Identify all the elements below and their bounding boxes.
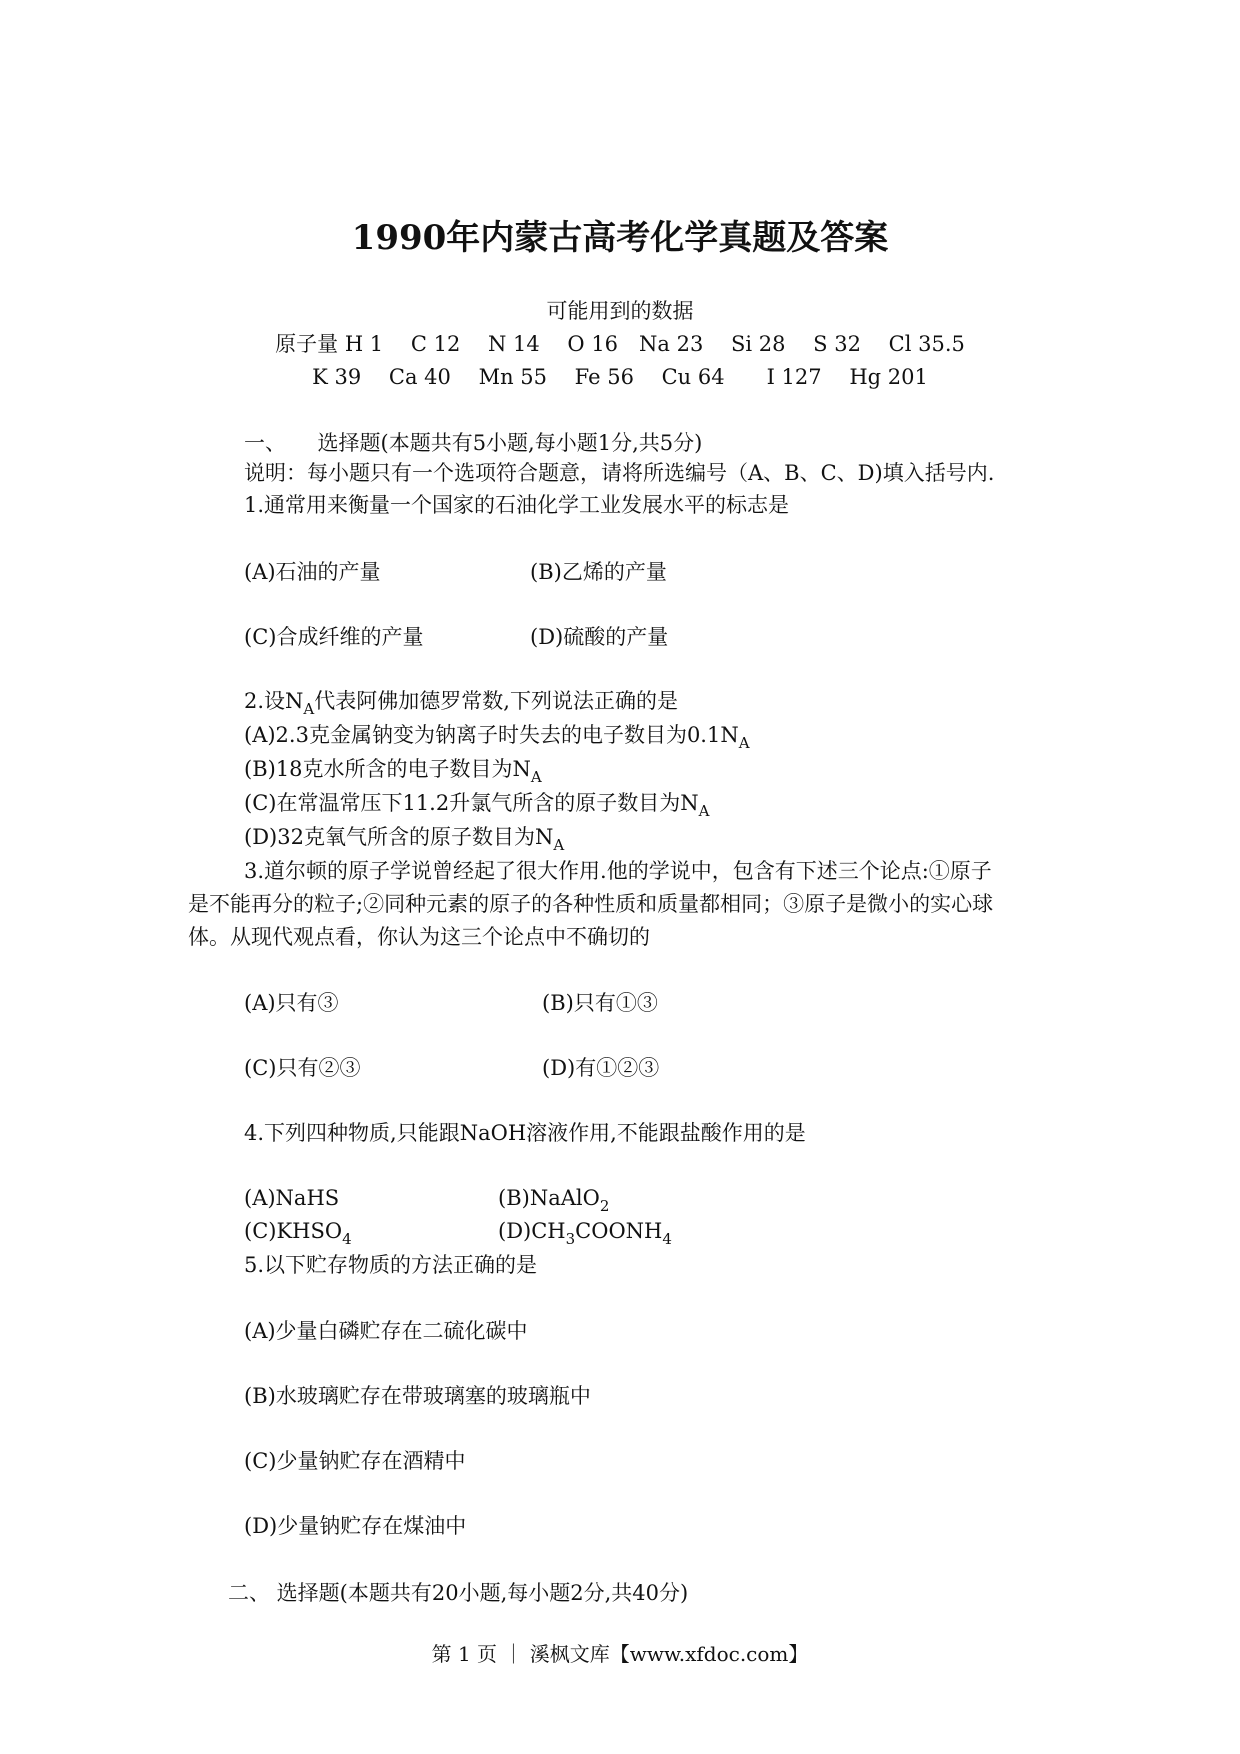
data-header: 可能用到的数据 bbox=[546, 299, 694, 323]
q5-option-d: (D)少量钠贮存在煤油中 bbox=[244, 1514, 467, 1538]
q4-option-d: $(D)CH_3COONH_4$ bbox=[498, 1219, 672, 1248]
q1-stem: 1.通常用来衡量一个国家的石油化学工业发展水平的标志是 bbox=[244, 493, 790, 517]
q3-option-a: (A)只有③ bbox=[244, 991, 339, 1015]
q2-option-c: (C)在常温常压下11.2升氯气所含的原子数目为$N_A$ bbox=[244, 791, 710, 820]
q1-option-a: (A)石油的产量 bbox=[244, 560, 381, 584]
q3-option-c: (C)只有②③ bbox=[244, 1056, 361, 1080]
q5-option-c: (C)少量钠贮存在酒精中 bbox=[244, 1449, 466, 1473]
q2-option-d: (D)32克氧气所含的原子数目为$N_A$ bbox=[244, 825, 565, 854]
q3-option-d: (D)有①②③ bbox=[542, 1056, 660, 1080]
q5-stem: 5.以下贮存物质的方法正确的是 bbox=[244, 1253, 538, 1277]
q5-option-b: (B)水玻璃贮存在带玻璃塞的玻璃瓶中 bbox=[244, 1384, 591, 1408]
section-1-note: 说明：每小题只有一个选项符合题意，请将所选编号（A、B、C、D)填入括号内. bbox=[244, 461, 995, 485]
q5-option-a: (A)少量白磷贮存在二硫化碳中 bbox=[244, 1319, 528, 1343]
q1-option-b: (B)乙烯的产量 bbox=[530, 560, 667, 584]
section-2-heading: 二、 选择题(本题共有20小题,每小题2分,共40分) bbox=[228, 1581, 689, 1605]
atomic-weights-line-2: K 39 Ca 40 Mn 55 Fe 56 Cu 64 I 127 Hg 201 bbox=[312, 365, 928, 389]
q4-option-b: (B)NaAlO$_2$ bbox=[498, 1186, 610, 1215]
page-footer: 第 1 页 ｜ 溪枫文库【www.xfdoc.com】 bbox=[431, 1642, 809, 1666]
q4-option-c: $(C)KHSO_4$ bbox=[244, 1219, 352, 1248]
q3-line-1: 3.道尔顿的原子学说曾经起了很大作用.他的学说中，包含有下述三个论点:①原子 bbox=[244, 859, 992, 883]
q3-line-2: 是不能再分的粒子;②同种元素的原子的各种性质和质量都相同；③原子是微小的实心球 bbox=[188, 892, 994, 916]
q2-option-a: (A)2.3克金属钠变为钠离子时失去的电子数目为$0.1N_A$ bbox=[244, 723, 750, 752]
q3-line-3: 体。从现代观点看，你认为这三个论点中不确切的 bbox=[188, 925, 650, 949]
page-title: 1990年内蒙古高考化学真题及答案 bbox=[351, 218, 889, 258]
q2-stem: 2.设$N_A$代表阿佛加德罗常数,下列说法正确的是 bbox=[244, 689, 678, 718]
q1-option-c: (C)合成纤维的产量 bbox=[244, 625, 424, 649]
q4-stem: 4.下列四种物质,只能跟NaOH溶液作用,不能跟盐酸作用的是 bbox=[244, 1121, 806, 1145]
q1-option-d: (D)硫酸的产量 bbox=[530, 625, 669, 649]
q2-option-b: (B)18克水所含的电子数目为$N_A$ bbox=[244, 757, 542, 786]
q3-option-b: (B)只有①③ bbox=[542, 991, 658, 1015]
section-1-heading: 一、 选择题(本题共有5小题,每小题1分,共5分) bbox=[244, 431, 703, 455]
q4-option-a: (A)NaHS bbox=[244, 1186, 340, 1210]
atomic-weights-line-1: 原子量 H 1 C 12 N 14 O 16 Na 23 Si 28 S 32 Cl 35.5 bbox=[275, 332, 965, 356]
